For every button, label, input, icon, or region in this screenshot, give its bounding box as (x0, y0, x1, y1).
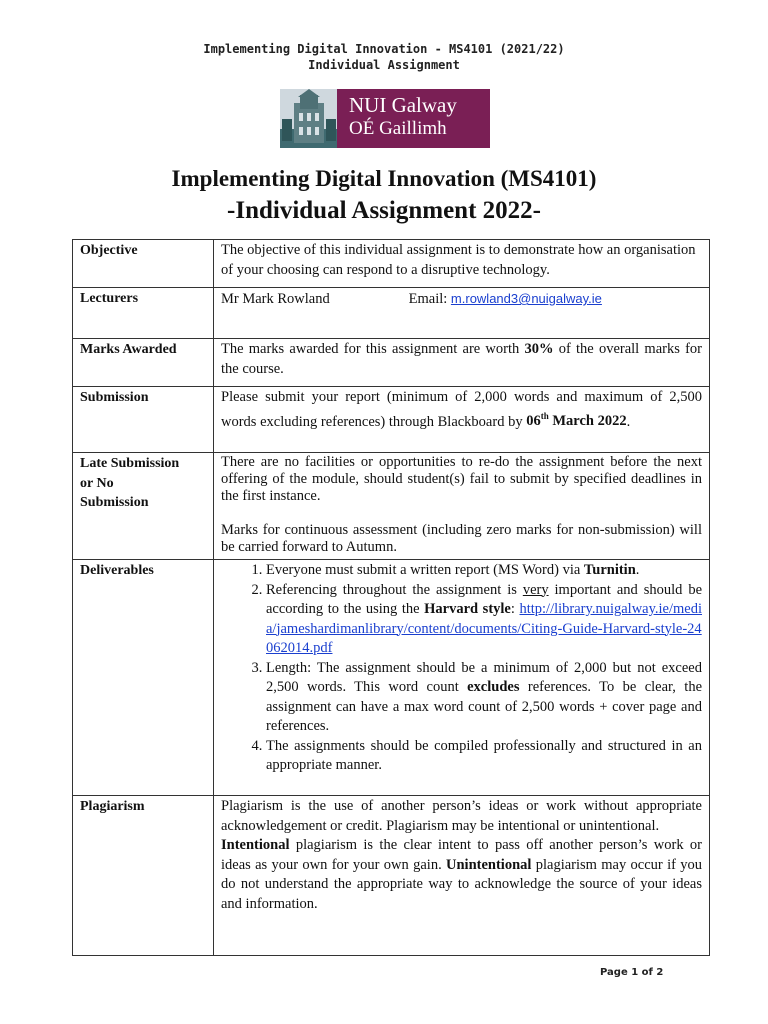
marks-awarded-label: Marks Awarded (73, 339, 214, 387)
plagiarism-label: Plagiarism (73, 796, 214, 956)
row-marks-awarded (73, 339, 710, 387)
quadrangle-tower-image (280, 89, 337, 148)
list-item: 1. Everyone must submit a written report (MS Word) via Turnitin. (266, 561, 702, 581)
marks-awarded-text: The marks awarded for this assignment are worth 30% of the overall marks for the course. (214, 339, 710, 387)
late-submission-label: Late Submission or No Submission (73, 453, 214, 560)
logo-name-irish: OÉ Gaillimh (349, 118, 447, 139)
plagiarism-definition: Plagiarism is the use of another person’s ideas or work without appropriate acknowledgement or credit. Plagiarism may be intentional or unintentional. (221, 798, 702, 834)
submission-text: Please submit your report (minimum of 2,000 words and maximum of 2,500 words excluding references) through Blackboard by 06th March 2022. (214, 387, 710, 453)
page-header (0, 41, 768, 73)
late-submission-text (214, 453, 710, 560)
logo-wordmark (337, 89, 490, 148)
deliverables-label: Deliverables (73, 560, 214, 796)
row-submission (73, 387, 710, 453)
objective-label: Objective (73, 240, 214, 288)
deliverables-list-cell (214, 560, 710, 796)
list-item: 3. Length: The assignment should be a minimum of 2,000 but not exceed 2,500 words. This word count excludes references. To be clear, the assignment can have a max word count of 2,500 words + cover page and references. (266, 659, 702, 737)
lecturers-label: Lecturers (73, 288, 214, 339)
document-subtitle: -Individual Assignment 2022- (227, 197, 541, 224)
list-item: 4. The assignments should be compiled professionally and structured in an appropriate manner. (266, 737, 702, 776)
plagiarism-text (214, 796, 710, 956)
late-submission-paragraph-2: Marks for continuous assessment (including zero marks for non-submission) will be carried forward to Autumn. (221, 522, 702, 555)
lecturers-cell (214, 288, 710, 339)
header-assignment-line: Individual Assignment (308, 58, 460, 72)
page-number: Page 1 of 2 (600, 967, 664, 978)
email-label: Email: (408, 291, 448, 307)
row-plagiarism (73, 796, 710, 956)
row-lecturers (73, 288, 710, 339)
plagiarism-types: Intentional plagiarism is the clear intent to pass off another person’s work or ideas as your own for your own gain. Unintentional plagiarism may occur if you do not understand the appropriate way to acknowledge the source of your ideas and information. (221, 837, 703, 912)
deliverables-list (221, 561, 702, 776)
assignment-details-table (72, 239, 710, 956)
lecturer-email-link[interactable]: m.rowland3@nuigalway.ie (450, 291, 602, 306)
document-title: Implementing Digital Innovation (MS4101) (171, 166, 597, 191)
row-deliverables (73, 560, 710, 796)
objective-text: The objective of this individual assignment is to demonstrate how an organisation of your choosing can respond to a disruptive technology. (214, 240, 710, 288)
list-item: 2. Referencing throughout the assignment is very important and should be according to the using the Harvard style: http://library.nuigalway.ie/media/jameshardimanlibrary/content/documents/Citing-Guide-Harvard-style-24062014.pdf (266, 581, 702, 659)
header-course-line: Implementing Digital Innovation - MS4101 (2021/22) (203, 42, 565, 56)
row-objective (73, 240, 710, 288)
submission-label: Submission (73, 387, 214, 453)
logo-name-english: NUI Galway (349, 93, 457, 117)
row-late-submission (73, 453, 710, 560)
university-logo (280, 89, 490, 148)
late-submission-paragraph-1: There are no facilities or opportunities to re-do the assignment before the next offering of the module, should student(s) fail to submit by specified deadlines in the first instance. (221, 454, 702, 504)
harvard-guide-link[interactable]: http://library.nuigalway.ie/media/jameshardimanlibrary/content/documents/Citing-Guide-Harvard-style-24062014.pdf (266, 601, 703, 656)
lecturer-name: Mr Mark Rowland (221, 291, 330, 307)
